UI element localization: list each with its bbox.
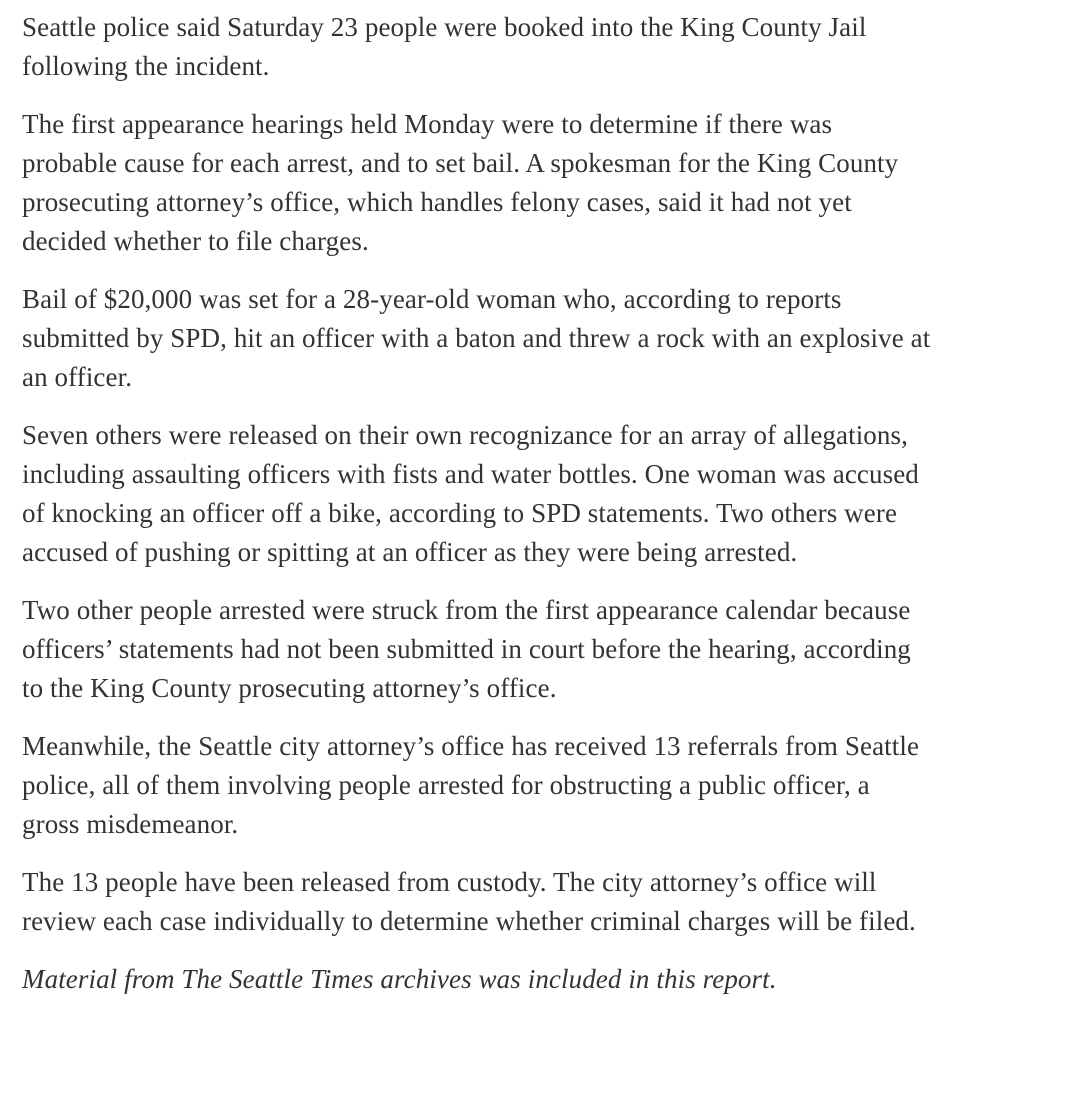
credit-line: Material from The Seattle Times archives was included in this report. [22, 964, 777, 994]
paragraph: The 13 people have been released from custody. The city attorney’s office will review each case individually to determine whether criminal charges will be filed. [22, 867, 916, 936]
paragraph: Seven others were released on their own recognizance for an array of allegations, including assaulting officers with fists and water bottles. One woman was accused of knocking an officer off a bike, according to SPD statements. Two others were accused of pushing or spitting at an officer as they were being arrested. [22, 420, 919, 567]
paragraph: Two other people arrested were struck from the first appearance calendar because officers’ statements had not been submitted in court before the hearing, according to the King County prosecuting attorney’s office. [22, 595, 911, 703]
paragraph: The first appearance hearings held Monday were to determine if there was probable cause for each arrest, and to set bail. A spokesman for the King County prosecuting attorney’s office, which handles felony cases, said it had not yet decided whether to file charges. [22, 109, 899, 256]
paragraph: Seattle police said Saturday 23 people were booked into the King County Jail following the incident. [22, 12, 867, 81]
paragraph: Bail of $20,000 was set for a 28-year-old woman who, according to reports submitted by SPD, hit an officer with a baton and threw a rock with an explosive at an officer. [22, 284, 931, 392]
paragraph: Meanwhile, the Seattle city attorney’s office has received 13 referrals from Seattle police, all of them involving people arrested for obstructing a public officer, a gross misdemeanor. [22, 731, 920, 839]
